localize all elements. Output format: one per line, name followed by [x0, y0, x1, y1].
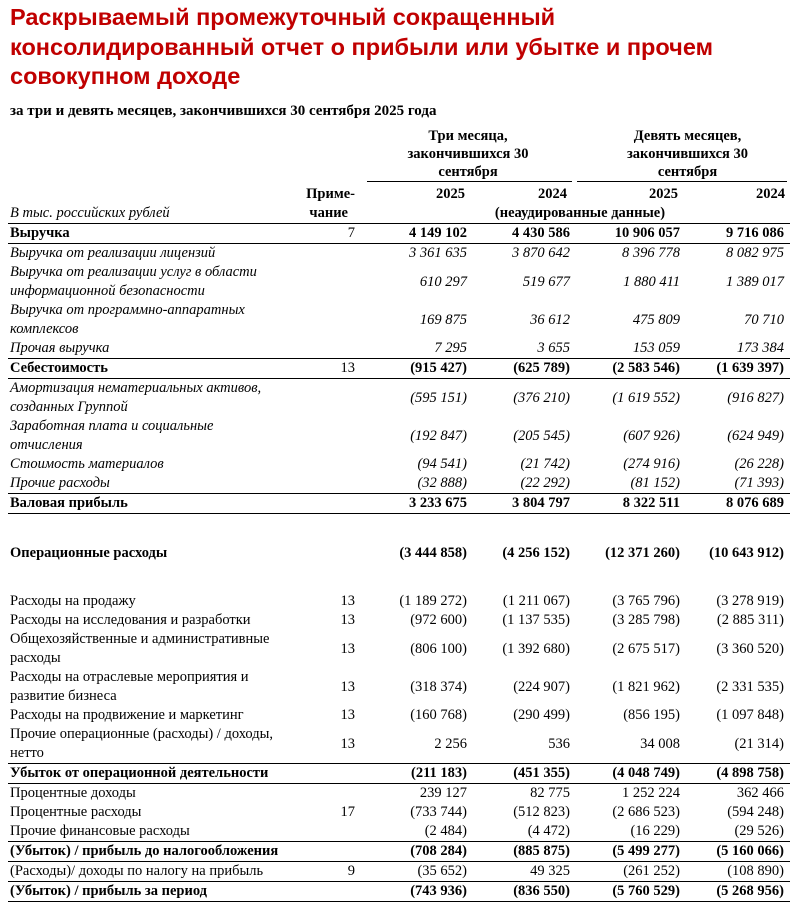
row-value: 1 389 017: [726, 273, 784, 290]
row-value: (21 742): [520, 456, 570, 472]
row-label: Прочая выручка: [10, 340, 110, 356]
row-value: (4 048 749): [576, 764, 686, 784]
row-value: 610 297: [419, 273, 467, 290]
row-value: (2 686 523): [612, 804, 680, 820]
row-value: (708 284): [363, 842, 473, 862]
year-col-3: 2025: [649, 186, 678, 202]
row-note: [290, 455, 363, 474]
table-row: [8, 339, 790, 359]
row-value: (290 499): [513, 707, 570, 723]
header-rule-three: [367, 181, 572, 182]
income-statement-table: [8, 223, 790, 902]
row-value: 8 396 778: [622, 245, 680, 261]
row-label: Общехозяйственные и административные расходы: [10, 631, 270, 666]
row-value: (205 545): [513, 427, 570, 444]
row-value: (4 256 152): [502, 544, 570, 561]
row-value: (160 768): [410, 707, 467, 723]
row-value: (2 885 311): [716, 612, 784, 628]
row-value: (81 152): [630, 475, 680, 491]
row-value: (1 097 848): [716, 707, 784, 723]
row-value: 173 384: [736, 340, 784, 356]
year-col-2: 2024: [538, 186, 567, 202]
row-value: (3 278 919): [716, 593, 784, 609]
row-value: 8 322 511: [576, 494, 686, 514]
row-value: 2 256: [434, 735, 467, 752]
row-value: 153 059: [632, 340, 680, 356]
table-row: [8, 764, 790, 784]
row-label: Расходы на продвижение и маркетинг: [10, 707, 244, 723]
row-value: (1 211 067): [502, 593, 570, 609]
row-value: (885 875): [473, 842, 576, 862]
table-row: [8, 224, 790, 244]
row-value: 3 233 675: [363, 494, 473, 514]
table-row: [8, 455, 790, 474]
row-label: Прочие операционные (расходы) / доходы, нетто: [10, 726, 273, 761]
row-value: (625 789): [473, 359, 576, 379]
row-value: 3 655: [537, 340, 570, 356]
row-note: 13: [340, 593, 355, 609]
row-value: 4 149 102: [363, 224, 473, 244]
row-value: (836 550): [473, 882, 576, 902]
row-note: 13: [340, 735, 355, 752]
row-note: [290, 764, 363, 784]
row-value: 362 466: [736, 785, 784, 801]
currency-label: В тыс. российских рублей: [10, 205, 170, 221]
row-note: 13: [340, 640, 355, 657]
row-value: (71 393): [734, 475, 784, 491]
row-value: (2 331 535): [716, 678, 784, 695]
table-row: [8, 862, 790, 882]
row-note: 13: [340, 707, 355, 723]
header-nine-months: Девять месяцев, закончившихся 30 сентября: [626, 128, 749, 180]
row-note: [290, 379, 363, 418]
row-label: Заработная плата и социальные отчисления: [10, 418, 214, 453]
table-row: [8, 822, 790, 842]
row-value: (1 137 535): [502, 612, 570, 628]
row-value: (1 619 552): [612, 389, 680, 406]
row-value: (733 744): [410, 804, 467, 820]
row-label: (Убыток) / прибыль до налогообложения: [8, 842, 290, 862]
row-value: 475 809: [632, 311, 680, 328]
row-label: (Убыток) / прибыль за период: [8, 882, 290, 902]
row-value: (3 765 796): [612, 593, 680, 609]
table-row: [8, 882, 790, 902]
row-value: (4 472): [527, 823, 570, 839]
row-label: Прочие финансовые расходы: [10, 823, 190, 839]
row-value: (2 484): [424, 823, 467, 839]
row-value: 34 008: [640, 735, 680, 752]
row-value: 82 775: [530, 785, 570, 801]
row-value: (972 600): [410, 612, 467, 628]
row-note: [290, 417, 363, 455]
row-value: (856 195): [623, 707, 680, 723]
spacer-row: [8, 573, 790, 592]
row-value: (1 392 680): [502, 640, 570, 657]
table-row: [8, 301, 790, 339]
row-value: (192 847): [410, 427, 467, 444]
row-note: 13: [340, 612, 355, 628]
row-label: Амортизация нематериальных активов, созданных Группой: [10, 380, 262, 415]
row-value: (2 675 517): [612, 640, 680, 657]
row-note: [290, 263, 363, 301]
table-row: [8, 533, 790, 573]
table-row: [8, 803, 790, 822]
row-value: (21 314): [734, 735, 784, 752]
table-row: [8, 359, 790, 379]
row-value: (806 100): [410, 640, 467, 657]
page-title: Раскрываемый промежуточный сокращенный консолидированный отчет о прибыли или убытке и прочем совокупном доходе: [10, 4, 713, 89]
row-value: (22 292): [520, 475, 570, 491]
row-note: [290, 533, 363, 573]
note-header-line2: чание: [309, 205, 348, 221]
row-label: Расходы на исследования и разработки: [10, 612, 251, 628]
row-label: Выручка от реализации услуг в области информационной безопасности: [10, 264, 257, 299]
table-row: [8, 784, 790, 804]
row-note: [290, 784, 363, 804]
row-label: Операционные расходы: [10, 544, 168, 561]
row-label: Прочие расходы: [10, 475, 110, 491]
row-label: Выручка: [8, 224, 290, 244]
table-row: [8, 417, 790, 455]
table-row: [8, 474, 790, 494]
row-value: (5 268 956): [686, 882, 790, 902]
row-value: 169 875: [419, 311, 467, 328]
row-note: 17: [340, 804, 355, 820]
row-label: Валовая прибыль: [8, 494, 290, 514]
row-note: [290, 822, 363, 842]
row-value: (16 229): [630, 823, 680, 839]
row-value: (1 189 272): [399, 593, 467, 609]
row-value: (3 444 858): [399, 544, 467, 561]
row-note: [290, 842, 363, 862]
row-note: 13: [340, 678, 355, 695]
page-subtitle: за три и девять месяцев, закончившихся 30 сентября 2025 года: [10, 103, 437, 119]
row-value: (108 890): [727, 863, 784, 879]
table-row: [8, 379, 790, 418]
row-label: (Расходы)/ доходы по налогу на прибыль: [10, 863, 264, 879]
row-value: 239 127: [419, 785, 467, 801]
row-value: 7 295: [434, 340, 467, 356]
row-value: (94 541): [417, 456, 467, 472]
row-value: 3 361 635: [409, 245, 467, 261]
row-value: 3 870 642: [512, 245, 570, 261]
row-value: 8 076 689: [686, 494, 790, 514]
table-row: [8, 611, 790, 630]
row-label: Выручка от реализации лицензий: [10, 245, 216, 261]
year-col-4: 2024: [756, 186, 785, 202]
row-value: (916 827): [727, 389, 784, 406]
row-value: 10 906 057: [576, 224, 686, 244]
row-value: (451 355): [473, 764, 576, 784]
row-value: 1 880 411: [623, 273, 680, 290]
row-value: (743 936): [363, 882, 473, 902]
row-value: (26 228): [734, 456, 784, 472]
row-note: 7: [290, 224, 363, 244]
row-label: Стоимость материалов: [10, 456, 164, 472]
row-value: (12 371 260): [605, 544, 680, 561]
row-value: (32 888): [417, 475, 467, 491]
row-value: (512 823): [513, 804, 570, 820]
row-note: [290, 244, 363, 264]
table-row: [8, 706, 790, 725]
row-value: (35 652): [417, 863, 467, 879]
row-value: (5 499 277): [576, 842, 686, 862]
row-value: (211 183): [363, 764, 473, 784]
row-label: Себестоимость: [8, 359, 290, 379]
row-value: (5 160 066): [686, 842, 790, 862]
table-row: [8, 668, 790, 706]
row-note: [290, 474, 363, 494]
row-note: [290, 339, 363, 359]
row-note: 9: [347, 863, 355, 879]
row-label: Расходы на отраслевые мероприятия и развитие бизнеса: [10, 669, 249, 704]
table-row: [8, 842, 790, 862]
row-label: Выручка от программно-аппаратных комплексов: [10, 302, 245, 337]
table-row: [8, 263, 790, 301]
spacer-row: [8, 514, 790, 534]
row-value: (1 821 962): [612, 678, 680, 695]
row-label: Убыток от операционной деятельности: [8, 764, 290, 784]
table-row: [8, 592, 790, 611]
row-value: (607 926): [623, 427, 680, 444]
row-value: 536: [548, 735, 570, 752]
header-three-months: Три месяца, закончившихся 30 сентября: [407, 128, 529, 180]
row-value: (261 252): [623, 863, 680, 879]
row-value: (10 643 912): [709, 544, 784, 561]
row-note: [290, 882, 363, 902]
year-col-1: 2025: [436, 186, 465, 202]
row-value: (2 583 546): [576, 359, 686, 379]
row-value: (5 760 529): [576, 882, 686, 902]
row-note: 13: [290, 359, 363, 379]
unaudited-label: (неаудированные данные): [494, 205, 666, 221]
row-value: (624 949): [727, 427, 784, 444]
row-value: 36 612: [530, 311, 570, 328]
row-value: 4 430 586: [473, 224, 576, 244]
row-value: 1 252 224: [622, 785, 680, 801]
row-value: (3 285 798): [612, 612, 680, 628]
table-row: [8, 244, 790, 264]
row-value: (274 916): [623, 456, 680, 472]
table-row: [8, 725, 790, 764]
row-value: 8 082 975: [726, 245, 784, 261]
row-value: 49 325: [530, 863, 570, 879]
row-value: (376 210): [513, 389, 570, 406]
row-value: (1 639 397): [686, 359, 790, 379]
row-value: 70 710: [744, 311, 784, 328]
row-label: Процентные расходы: [10, 804, 142, 820]
row-value: (318 374): [410, 678, 467, 695]
row-value: (915 427): [363, 359, 473, 379]
row-value: (29 526): [734, 823, 784, 839]
row-value: 3 804 797: [473, 494, 576, 514]
row-value: 519 677: [522, 273, 570, 290]
row-value: 9 716 086: [686, 224, 790, 244]
row-note: [290, 494, 363, 514]
row-value: (224 907): [513, 678, 570, 695]
row-note: [290, 301, 363, 339]
row-value: (3 360 520): [716, 640, 784, 657]
row-value: (595 151): [410, 389, 467, 406]
row-label: Расходы на продажу: [10, 593, 136, 609]
row-value: (4 898 758): [686, 764, 790, 784]
table-row: [8, 494, 790, 514]
note-header-line1: Приме-: [306, 186, 355, 202]
header-rule-nine: [577, 181, 787, 182]
table-row: [8, 630, 790, 668]
row-value: (594 248): [727, 804, 784, 820]
row-label: Процентные доходы: [10, 785, 136, 801]
